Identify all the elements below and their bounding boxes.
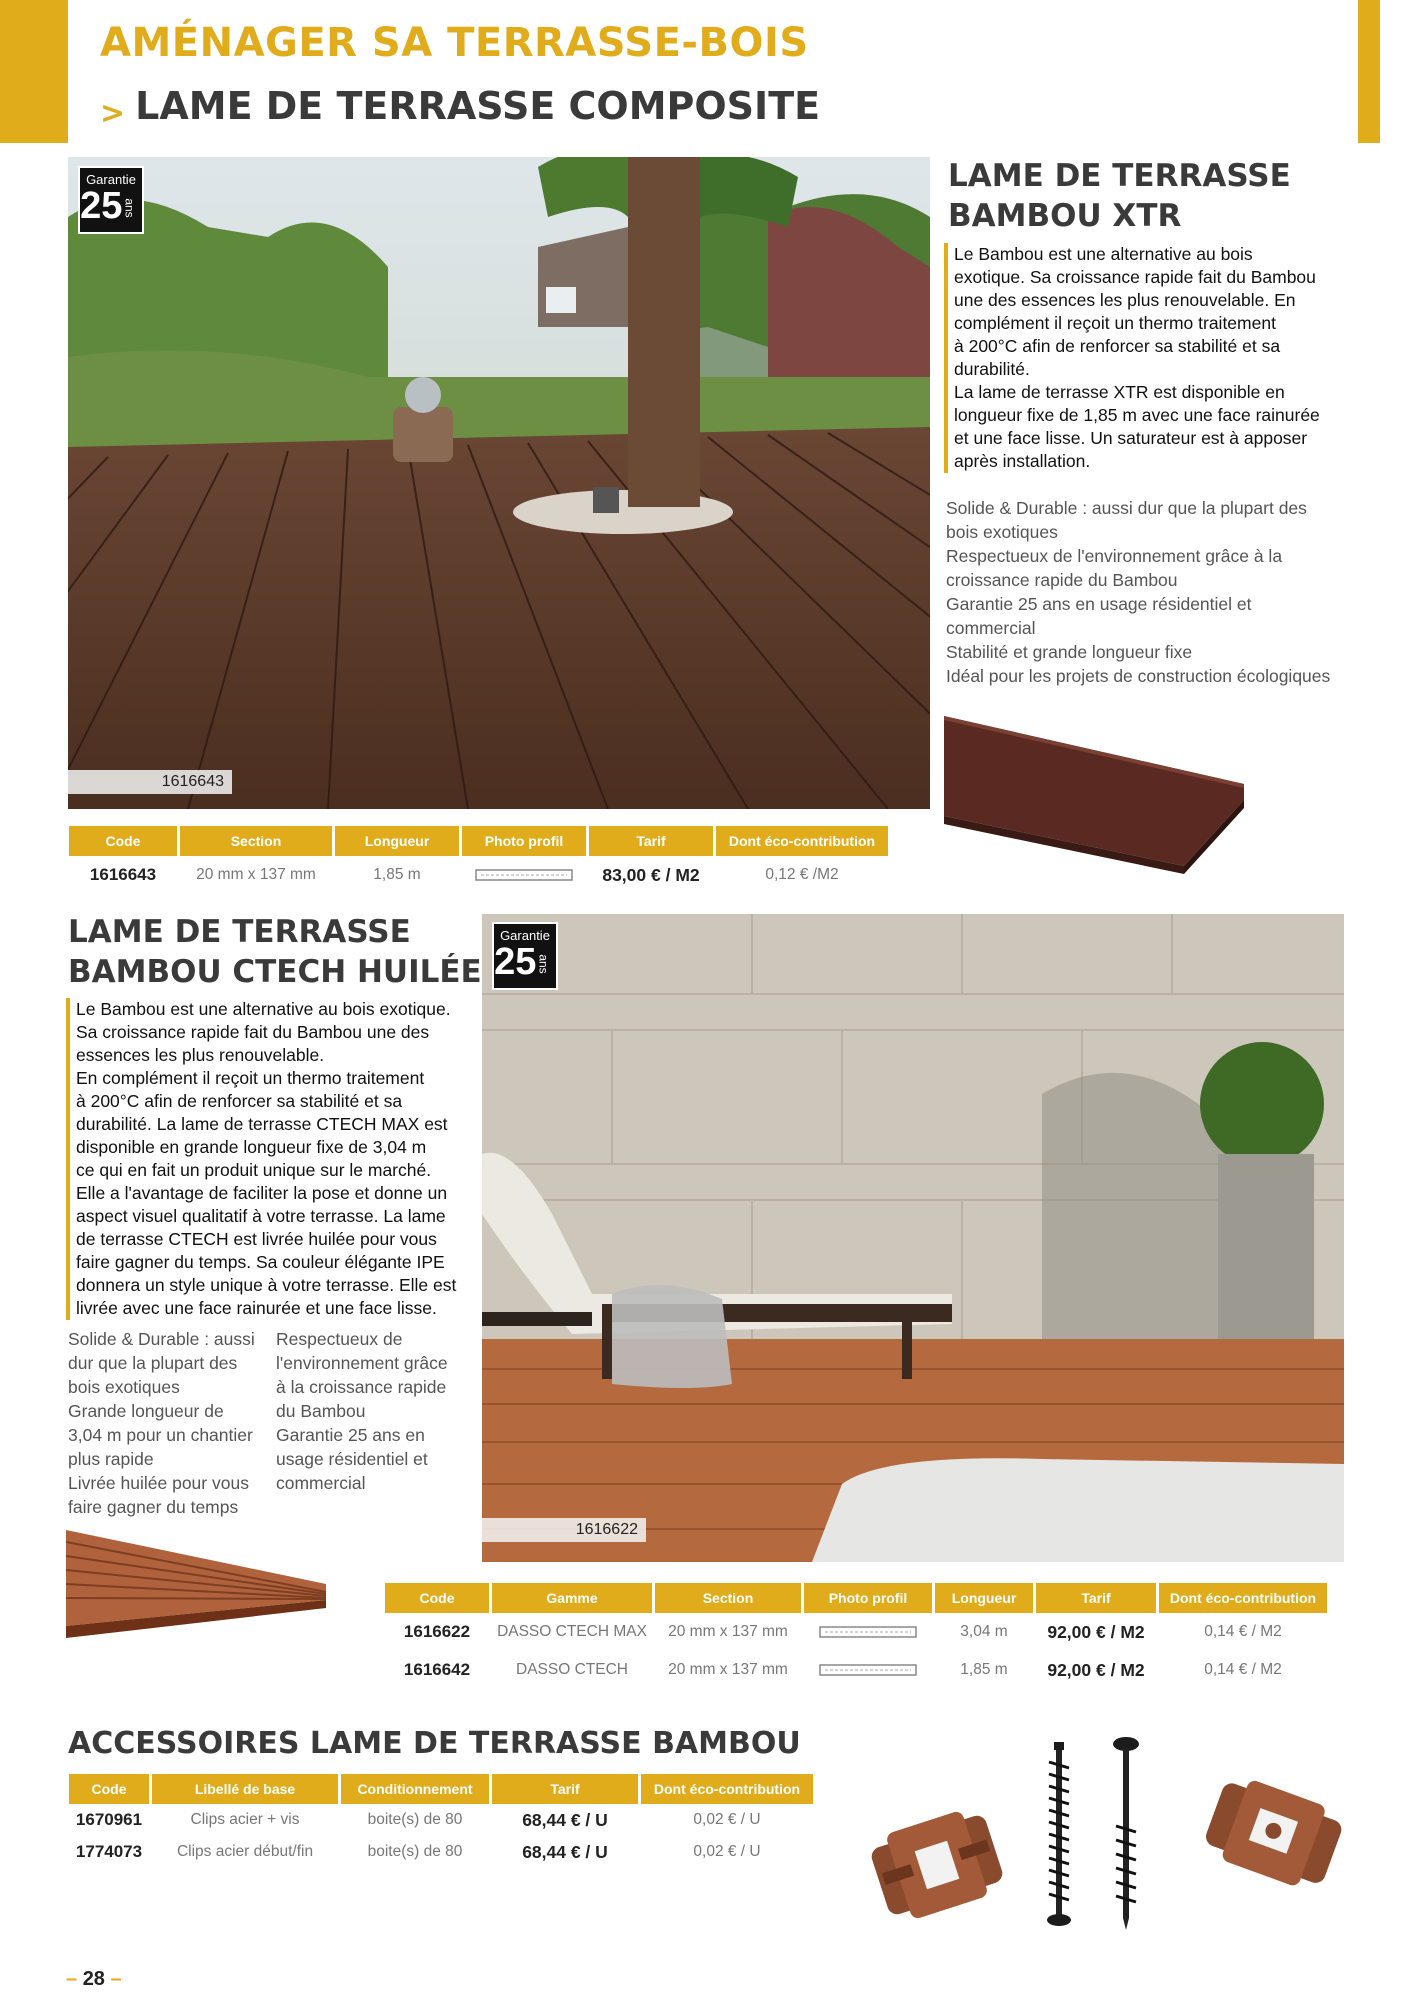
cell-photo-profil: [462, 856, 586, 894]
ctech-photo-ref: 1616622: [482, 1518, 646, 1542]
cell-conditionnement: boite(s) de 80: [367, 1843, 463, 1860]
page-number-dash-left: –: [66, 1968, 83, 1990]
col-header: Gamme: [492, 1583, 652, 1613]
ctech-desc-line: livrée avec une face rainurée et une face lisse.: [76, 1298, 437, 1318]
ctech-desc-line: faire gagner du temps. Sa couleur élégante IPE: [76, 1252, 445, 1272]
screw-image-2: [1106, 1736, 1146, 1930]
ctech-benefits-list-left: [68, 1327, 268, 1519]
ctech-desc-line: Elle a l'avantage de faciliter la pose et donne un: [76, 1183, 448, 1203]
xtr-photo-ref: 1616643: [68, 770, 232, 794]
page-number-value: 28: [82, 1968, 105, 1990]
table-row: [69, 856, 888, 894]
cell-eco: 0,02 € / U: [693, 1811, 761, 1828]
ctech-benefit: dur que la plupart des: [68, 1353, 238, 1373]
xtr-spec-table: [66, 826, 891, 894]
ctech-desc-line: aspect visuel qualitatif à votre terrasse. La lame: [76, 1206, 446, 1226]
ctech-benefit: Grande longueur de: [68, 1401, 224, 1421]
xtr-desc-line: exotique. Sa croissance rapide fait du Bambou: [954, 267, 1316, 287]
cell-tarif: 68,44 € / U: [522, 1841, 608, 1862]
table-row: [69, 1836, 813, 1868]
table-header-row: [69, 826, 888, 856]
cell-code: 1774073: [75, 1842, 143, 1861]
xtr-benefit: Respectueux de l'environnement grâce à la: [946, 546, 1283, 566]
xtr-benefit: croissance rapide du Bambou: [946, 570, 1178, 590]
warranty-badge-number: 25: [494, 941, 537, 983]
ctech-title: [68, 912, 482, 993]
warranty-badge-xtr: [78, 166, 144, 234]
table-header-row: [385, 1583, 1327, 1613]
ctech-title-line1: LAME DE TERRASSE: [68, 914, 411, 950]
ctech-desc-line: essences les plus renouvelable.: [76, 1045, 325, 1065]
warranty-badge-label: Garantie: [500, 928, 550, 943]
ctech-description: [66, 998, 476, 1320]
cell-code: 1670961: [75, 1810, 143, 1829]
cell-libelle: Clips acier + vis: [190, 1811, 300, 1828]
ctech-desc-line: durabilité. La lame de terrasse CTECH MAX est: [76, 1114, 448, 1134]
board-profile-icon: [475, 868, 573, 882]
cell-code: 1616642: [403, 1660, 471, 1679]
col-header: Section: [655, 1583, 801, 1613]
cell-section: 20 mm x 137 mm: [196, 866, 316, 883]
ctech-benefit: plus rapide: [68, 1449, 154, 1469]
ctech-desc-line: disponible en grande longueur fixe de 3,04 m: [76, 1137, 427, 1157]
cell-longueur: 1,85 m: [373, 866, 421, 883]
cell-tarif: 83,00 € / M2: [602, 864, 700, 885]
ctech-benefit: à la croissance rapide: [276, 1377, 447, 1397]
header-accent-band-left: [0, 0, 68, 143]
xtr-desc-line: après installation.: [954, 451, 1091, 471]
cell-eco: 0,14 € / M2: [1204, 1661, 1282, 1678]
ctech-benefit: du Bambou: [276, 1401, 366, 1421]
cell-longueur: 1,85 m: [960, 1661, 1008, 1678]
cell-tarif: 92,00 € / M2: [1047, 1659, 1145, 1680]
clip-image-left: [862, 1790, 1012, 1940]
cell-section: 20 mm x 137 mm: [668, 1623, 788, 1640]
ctech-terrace-illustration: [482, 914, 1344, 1562]
col-header: Code: [69, 1774, 149, 1804]
ctech-benefits-list-right: [276, 1327, 476, 1495]
xtr-title-line2: BAMBOU XTR: [948, 198, 1182, 235]
page-number: [66, 1968, 122, 1991]
col-header: Code: [385, 1583, 489, 1613]
cell-gamme: DASSO CTECH: [516, 1661, 628, 1678]
col-header: Photo profil: [804, 1583, 932, 1613]
warranty-badge-unit: ans: [123, 198, 138, 218]
accessories-table: [66, 1774, 816, 1868]
xtr-desc-line: durabilité.: [954, 359, 1030, 379]
ctech-benefit: faire gagner du temps: [68, 1497, 239, 1517]
col-header: Tarif: [492, 1774, 638, 1804]
warranty-badge-number: 25: [80, 185, 123, 227]
cell-tarif: 92,00 € / M2: [1047, 1621, 1145, 1642]
xtr-desc-line: Le Bambou est une alternative au bois: [954, 244, 1253, 264]
cell-code: 1616622: [403, 1622, 471, 1641]
cell-photo-profil: [804, 1613, 932, 1651]
table-row: [385, 1651, 1327, 1689]
xtr-title: [948, 156, 1291, 237]
cell-longueur: 3,04 m: [960, 1623, 1008, 1640]
board-profile-icon: [819, 1663, 917, 1677]
xtr-desc-line: à 200°C afin de renforcer sa stabilité et sa: [954, 336, 1281, 356]
xtr-benefit: commercial: [946, 618, 1036, 638]
ctech-board-sample-image: [66, 1530, 336, 1654]
ctech-benefit: Solide & Durable : aussi: [68, 1329, 255, 1349]
ctech-benefit: Garantie 25 ans en: [276, 1425, 425, 1445]
xtr-board-sample-image: [944, 716, 1244, 876]
ctech-title-line2: BAMBOU CTECH HUILÉE: [68, 954, 482, 991]
board-profile-icon: [819, 1625, 917, 1639]
xtr-benefit: Solide & Durable : aussi dur que la plupart des: [946, 498, 1307, 518]
cell-tarif: 68,44 € / U: [522, 1809, 608, 1830]
cell-section: 20 mm x 137 mm: [668, 1661, 788, 1678]
ctech-benefit: l'environnement grâce: [276, 1353, 448, 1373]
xtr-benefits-list: [946, 496, 1376, 688]
screw-image-1: [1038, 1742, 1078, 1928]
xtr-benefit: Idéal pour les projets de construction écologiques: [946, 666, 1331, 686]
col-header: Code: [69, 826, 177, 856]
cell-code: 1616643: [89, 865, 157, 884]
ctech-spec-table: [382, 1583, 1330, 1689]
warranty-badge-label: Garantie: [86, 172, 136, 187]
col-header: Libellé de base: [152, 1774, 338, 1804]
ctech-desc-line: En complément il reçoit un thermo traitement: [76, 1068, 425, 1088]
ctech-benefit: commercial: [276, 1473, 366, 1493]
cell-eco: 0,12 € /M2: [765, 866, 839, 883]
xtr-description: [944, 243, 1344, 473]
ctech-benefit: Respectueux de: [276, 1329, 403, 1349]
ctech-desc-line: Sa croissance rapide fait du Bambou une des: [76, 1022, 430, 1042]
cell-conditionnement: boite(s) de 80: [367, 1811, 463, 1828]
col-header: Dont éco-contribution: [641, 1774, 813, 1804]
cell-gamme: DASSO CTECH MAX: [497, 1623, 647, 1640]
col-header: Longueur: [335, 826, 459, 856]
cell-eco: 0,14 € / M2: [1204, 1623, 1282, 1640]
xtr-desc-line: et une face lisse. Un saturateur est à apposer: [954, 428, 1308, 448]
col-header: Photo profil: [462, 826, 586, 856]
ctech-desc-line: donnera un style unique à votre terrasse. Elle est: [76, 1275, 457, 1295]
xtr-benefit: Stabilité et grande longueur fixe: [946, 642, 1193, 662]
xtr-desc-line: longueur fixe de 1,85 m avec une face rainurée: [954, 405, 1320, 425]
warranty-badge-ctech: [492, 922, 558, 990]
xtr-desc-line: complément il reçoit un thermo traitement: [954, 313, 1276, 333]
ctech-terrace-photo: [482, 914, 1344, 1562]
ctech-benefit: bois exotiques: [68, 1377, 180, 1397]
col-header: Longueur: [935, 1583, 1033, 1613]
col-header: Section: [180, 826, 332, 856]
header-accent-band-right: [1358, 0, 1380, 143]
xtr-terrace-illustration: [68, 157, 930, 809]
table-row: [385, 1613, 1327, 1651]
xtr-desc-line: La lame de terrasse XTR est disponible en: [954, 382, 1285, 402]
page-number-dash-right: –: [104, 1968, 122, 1990]
ctech-desc-line: Le Bambou est une alternative au bois exotique.: [76, 999, 451, 1019]
warranty-badge-unit: ans: [537, 954, 552, 974]
col-header: Dont éco-contribution: [716, 826, 888, 856]
col-header: Tarif: [589, 826, 713, 856]
clip-image-right: [1200, 1770, 1346, 1900]
chevron-right-icon: >: [100, 96, 126, 131]
table-row: [69, 1804, 813, 1836]
col-header: Dont éco-contribution: [1159, 1583, 1327, 1613]
ctech-desc-line: de terrasse CTECH est livrée huilée pour vous: [76, 1229, 437, 1249]
page-title: AMÉNAGER SA TERRASSE-BOIS: [100, 20, 809, 66]
cell-photo-profil: [804, 1651, 932, 1689]
page-subtitle: [100, 84, 821, 131]
col-header: Conditionnement: [341, 1774, 489, 1804]
xtr-benefit: Garantie 25 ans en usage résidentiel et: [946, 594, 1252, 614]
ctech-desc-line: ce qui en fait un produit unique sur le marché.: [76, 1160, 432, 1180]
cell-libelle: Clips acier début/fin: [176, 1843, 314, 1860]
cell-eco: 0,02 € / U: [693, 1843, 761, 1860]
xtr-benefit: bois exotiques: [946, 522, 1058, 542]
accessories-title: ACCESSOIRES LAME DE TERRASSE BAMBOU: [68, 1726, 801, 1761]
xtr-desc-line: une des essences les plus renouvelable. En: [954, 290, 1296, 310]
ctech-benefit: usage résidentiel et: [276, 1449, 428, 1469]
page-subtitle-text: LAME DE TERRASSE COMPOSITE: [135, 84, 821, 128]
ctech-benefit: Livrée huilée pour vous: [68, 1473, 249, 1493]
col-header: Tarif: [1036, 1583, 1156, 1613]
table-header-row: [69, 1774, 813, 1804]
xtr-title-line1: LAME DE TERRASSE: [948, 158, 1291, 194]
ctech-desc-line: à 200°C afin de renforcer sa stabilité et sa: [76, 1091, 403, 1111]
ctech-benefit: 3,04 m pour un chantier: [68, 1425, 253, 1445]
xtr-terrace-photo: [68, 157, 930, 809]
